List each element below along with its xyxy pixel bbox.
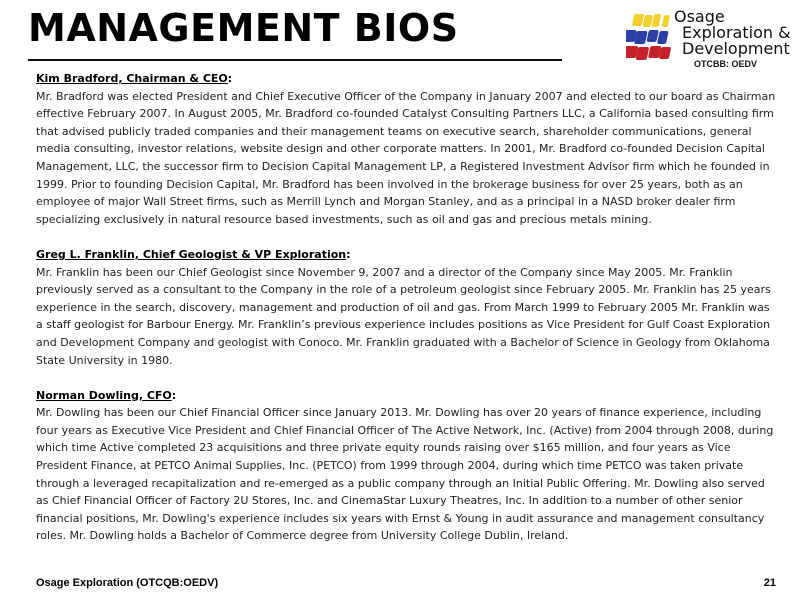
bio-greg-franklin [36, 246, 776, 369]
bio-name: Norman Dowling, CFO [36, 388, 172, 402]
logo-stroke [632, 14, 645, 26]
bios-content [36, 70, 776, 563]
logo-line-1: Osage [674, 7, 725, 26]
title-divider [28, 59, 562, 61]
bio-heading: Norman Dowling, CFO: [36, 388, 177, 402]
page-title: MANAGEMENT BIOS [28, 6, 459, 50]
bio-norman-dowling [36, 387, 776, 545]
bio-name: Greg L. Franklin, Chief Geologist & VP Exploration [36, 247, 347, 261]
logo-wordmark [674, 9, 791, 57]
bio-heading: Kim Bradford, Chairman & CEO: [36, 72, 233, 85]
logo-stroke [657, 31, 669, 44]
logo-stroke [652, 14, 662, 27]
bio-text: Mr. Dowling has been our Chief Financial Officer since January 2013. Mr. Dowling has over 20 years of finance experience, including four years as Executive Vice President and Chief Financial Officer of The Active Network, Inc. (Active) from 2004 through 2008, during which time Active completed 23 acquisitions and three private equity rounds raising over $165 million, and four years as Vice President Finance, at PETCO Animal Supplies, Inc. (PETCO) from 1999 through 2004, during which time PETCO was taken private through a leveraged recapitalization and re-emerged as a public company through an Initial Public Offering. Mr. Dowling also served as Chief Financial Officer of Factory 2U Stores, Inc. and CinemaStar Luxury Theatres, Inc. In addition to a number of other senior financial positions, Mr. Dowling's experience includes six years with Ernst & Young in audit assurance and management consultancy roles. Mr. Dowling holds a Bachelor of Commerce degree from University College Dublin, Ireland. [36, 406, 774, 543]
ticker-label: OTCBB: OEDV [694, 59, 757, 69]
bio-text: Mr. Franklin has been our Chief Geologist since November 9, 2007 and a director of the Company since May 2005. Mr. Franklin previously served as a consultant to the Company in the role of a petroleum geologist since February 2005. Mr. Franklin has 25 years experience in the search, discovery, management and production of oil and gas. From March 1999 to February 2005 Mr. Franklin was a staff geologist for Barbour Energy. Mr. Franklin’s previous experience includes positions as Vice President for Gulf Coast Exploration and Development Company and geologist with Conoco. Mr. Franklin graduated with a Bachelor of Science in Geology from Oklahoma State University in 1980. [36, 265, 771, 367]
bio-name: Kim Bradford, Chairman & CEO [36, 72, 228, 85]
logo-line-3: Development [682, 39, 790, 58]
logo-stroke [643, 15, 654, 27]
logo-stroke [662, 15, 671, 27]
bio-kim-bradford [36, 70, 776, 228]
logo-line-2: Exploration & [682, 23, 791, 42]
footer-company: Osage Exploration (OTCQB:OEDV) [36, 577, 219, 589]
bio-heading: Greg L. Franklin, Chief Geologist & VP Exploration: [36, 247, 351, 261]
page-number: 21 [763, 577, 776, 589]
logo-stroke [646, 30, 659, 42]
bio-text: Mr. Bradford was elected President and Chief Executive Officer of the Company in January 2007 and elected to our board as Chairman effective February 2007. In August 2005, Mr. Bradford co-founded Catalyst Consulting Partners LLC, a California based consulting firm that advised publicly traded companies and their management teams on executive search, shareholder communications, general media consulting, investor relations, website design and other corporate matters. In 2001, Mr. Bradford co-founded Decision Capital Management, LLC, the successor firm to Decision Capital Management LP, a Registered Investment Advisor firm which he founded in 1999. Prior to founding Decision Capital, Mr. Bradford has been involved in the brokerage business for over 25 years, both as an employee of major Wall Street firms, such as Merrill Lynch and Morgan Stanley, and as a principal in a NASD broker dealer firm specializing exclusively in natural resource based investments, such as oil and gas and precious metals mining. [36, 89, 776, 226]
